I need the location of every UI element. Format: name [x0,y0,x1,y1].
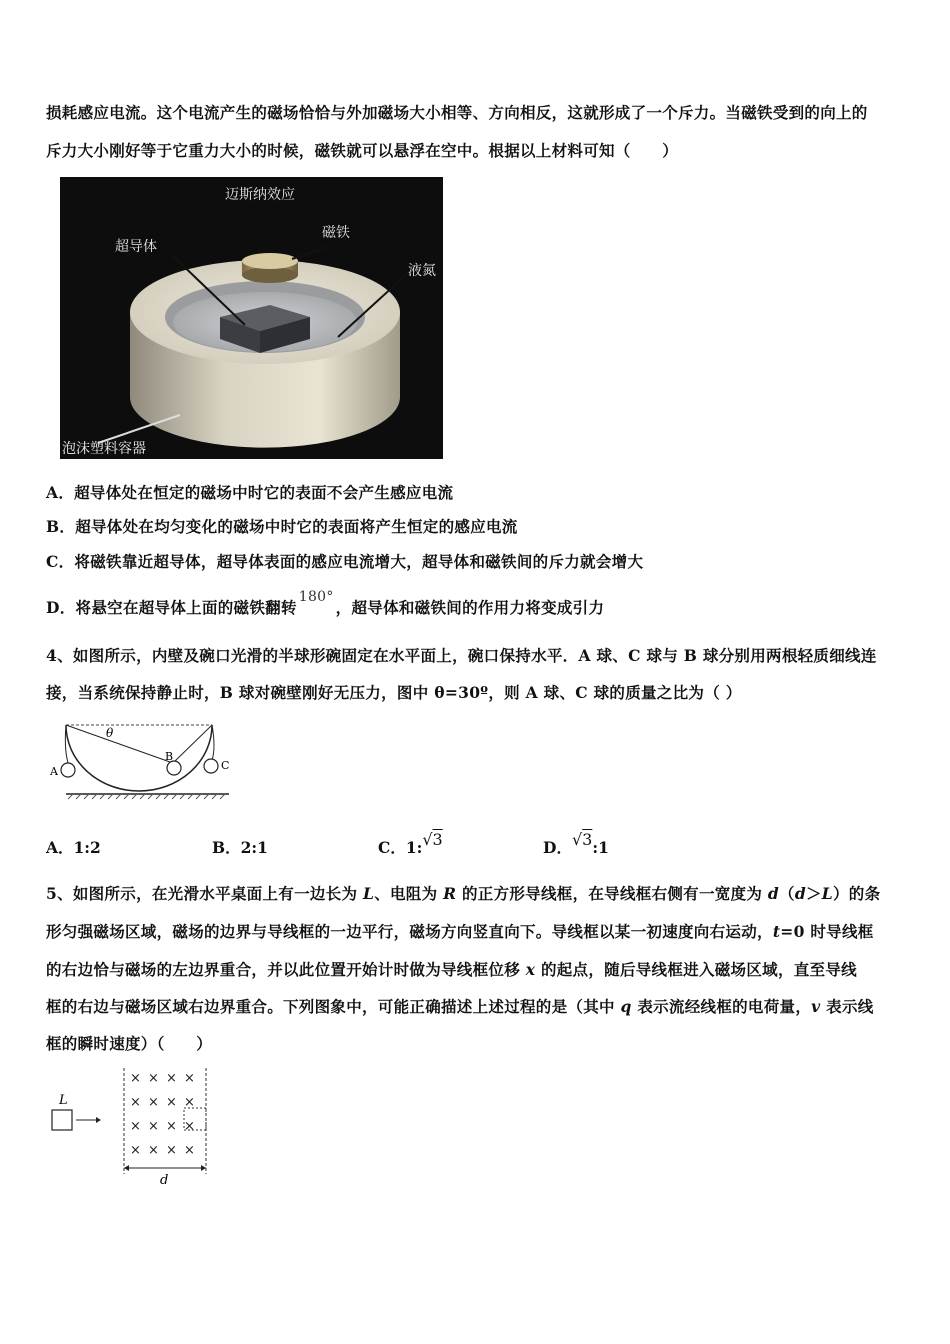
q4-stem-line-1: 4、如图所示，内壁及碗口光滑的半球形碗固定在水平面上，碗口保持水平．A 球、C 球与 B 球分别用两根轻质细线连 [46,646,877,665]
string-bc [174,725,212,762]
q3-option-c: C．将磁铁靠近超导体，超导体表面的感应电流增大，超导体和磁铁间的斥力就会增大 [46,552,644,571]
field-crosses [130,1071,195,1158]
q5-stem-line-4 [46,995,874,1017]
q5-stem-line-3 [46,958,857,980]
sqrt-radicand-d: 3 [582,830,593,849]
label-superconductor: 超导体 [115,239,157,255]
q3-option-a: A．超导体处在恒定的磁场中时它的表面不会产生感应电流 [46,483,454,502]
var-t: t [772,922,781,941]
label-nitrogen: 液氮 [408,263,436,279]
sqrt-3-d: √3 [571,830,593,849]
figure-title: 迈斯纳效应 [225,187,295,203]
q5-l2-a: 形匀强磁场区域，磁场的边界与导线框的一边平行，磁场方向竖直向下。导线框以某一初速度向右运动， [46,922,773,941]
var-d-2: d [794,884,806,903]
width-arrow-right [201,1165,206,1171]
meissner-effect-figure [60,177,443,459]
field-cross: × [148,1143,159,1158]
q5-l4-b: 表示流经线框的电荷量， [631,997,812,1016]
q5-l4-c: 表示线 [820,997,874,1016]
var-L-2: L [821,884,833,903]
q5-l1-b: 、电阻为 [374,884,444,903]
magnet-bottom [242,267,298,283]
ball-c [204,759,218,773]
string-ab [66,725,170,762]
field-cross: × [184,1119,195,1134]
wire-frame [52,1110,72,1130]
width-arrow-left [124,1165,129,1171]
intro-line-1: 损耗感应电流。这个电流产生的磁场恰恰与外加磁场大小相等、方向相反，这就形成了一个斥力。当磁铁受到的向上的 [46,103,868,122]
q5-l1-c: 的正方形导线框，在导线框右侧有一宽度为 [456,884,768,903]
field-cross: × [148,1071,159,1086]
label-d: d [160,1173,169,1188]
q3-option-d [46,589,605,618]
label-magnet: 磁铁 [322,225,350,241]
q5-l2-b: =0 时导线框 [780,922,874,941]
field-cross: × [130,1095,141,1110]
q4-option-c-label: C．1: [378,838,423,857]
q5-l1-f: ）的条 [832,884,881,903]
field-cross: × [130,1119,141,1134]
field-cross: × [184,1071,195,1086]
q5-l3-a: 的右边恰与磁场的左边界重合，并以此位置开始计时做为导线框位移 [46,960,526,979]
field-cross: × [166,1143,177,1158]
q4-option-c [378,830,443,858]
field-cross: × [130,1071,141,1086]
q5-l1-gt: ＞ [805,884,822,903]
q4-stem-line-2: 接，当系统保持静止时，B 球对碗壁刚好无压力，图中 θ=30º，则 A 球、C 球的质量之比为（ ） [46,683,742,702]
field-cross: × [130,1143,141,1158]
field-cross: × [184,1143,195,1158]
ball-b [167,761,181,775]
field-cross: × [166,1119,177,1134]
sqrt-3-c: √3 [422,830,443,849]
q3-option-d-text-end: ，超导体和磁铁间的作用力将变成引力 [335,598,605,617]
q5-l1-a: 5、如图所示，在光滑水平桌面上有一边长为 [46,884,363,903]
label-a: A [50,765,58,778]
q4-option-d-ratio: :1 [592,838,609,857]
var-x: x [525,960,536,979]
var-L: L [362,884,375,903]
intro-line-2: 斥力大小刚好等于它重力大小的时候，磁铁就可以悬浮在空中。根据以上材料可知（ ） [46,141,679,160]
q5-l4-a: 框的右边与磁场区域右边界重合。下列图象中，可能正确描述上述过程的是（其中 [46,997,621,1016]
angle-180: 180° [298,589,334,605]
velocity-arrowhead [96,1117,101,1123]
q3-option-d-text: D．将悬空在超导体上面的磁铁翻转 [46,598,297,617]
theta-label: θ [106,726,114,740]
q4-option-d [543,830,609,858]
field-cross: × [166,1095,177,1110]
label-b: B [165,750,174,763]
field-cross: × [184,1095,195,1110]
q4-option-b: B．2:1 [212,838,268,857]
field-cross: × [148,1119,159,1134]
field-cross: × [166,1071,177,1086]
var-d: d [767,884,780,903]
q3-option-b: B．超导体处在均匀变化的磁场中时它的表面将产生恒定的感应电流 [46,517,518,536]
q4-option-d-label: D． [543,838,572,857]
magnetic-field-figure [46,1064,216,1189]
magnet-top [242,253,298,269]
label-L: L [59,1093,68,1108]
label-c: C [221,759,230,772]
field-cross: × [148,1095,159,1110]
sqrt-radicand-c: 3 [432,830,443,849]
q5-l3-b: 的起点，随后导线框进入磁场区域，直至导线 [535,960,857,979]
var-v: v [811,997,821,1016]
var-R: R [443,884,457,903]
q4-option-a: A．1:2 [46,838,101,857]
label-container: 泡沫塑料容器 [62,441,146,457]
bowl [66,725,212,791]
q5-l1-e: （ [779,884,795,903]
q5-stem-line-5: 框的瞬时速度）（ ） [46,1034,213,1053]
q5-stem-line-1 [46,882,880,904]
var-q: q [620,997,632,1016]
ball-a [61,763,75,777]
bowl-figure [44,718,244,803]
q5-stem-line-2 [46,920,874,942]
